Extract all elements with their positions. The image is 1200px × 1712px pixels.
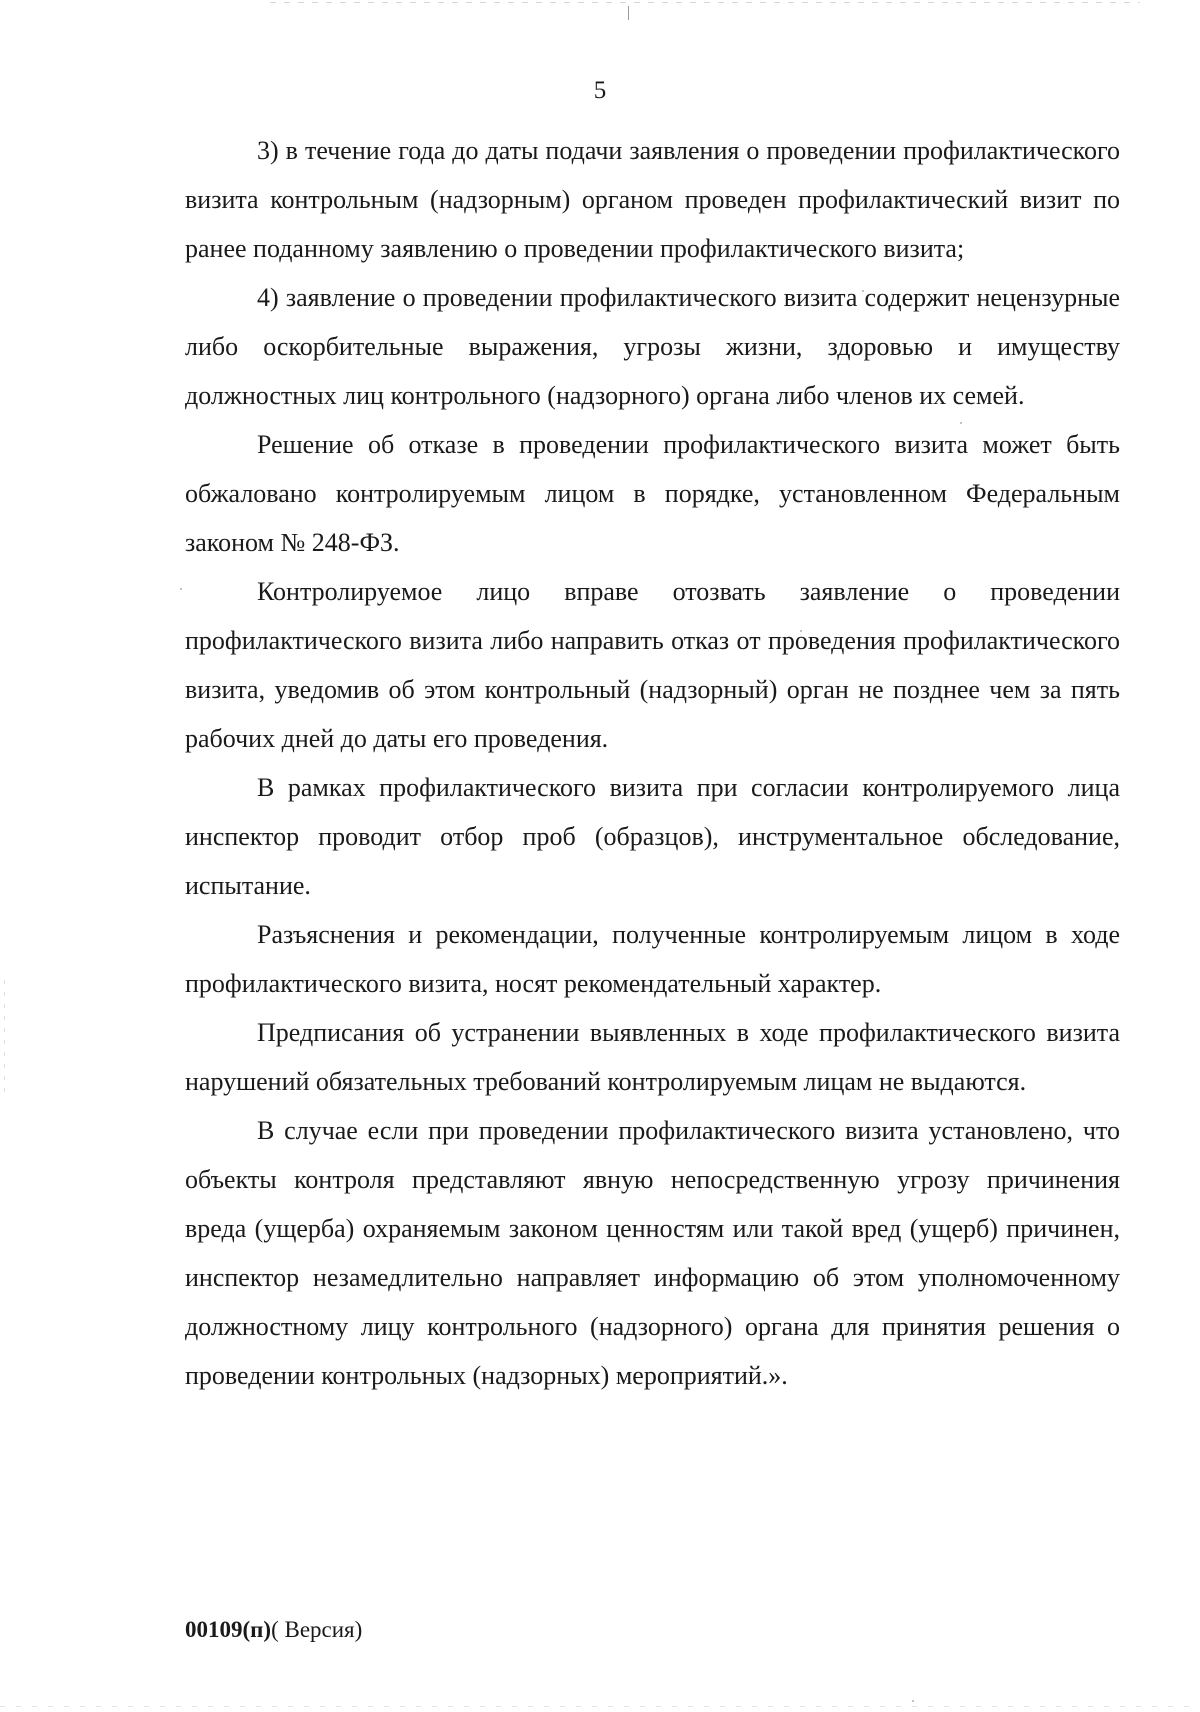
- scan-edge-bottom: [0, 1706, 1200, 1707]
- scan-edge-left: [4, 980, 5, 1100]
- paragraph-item-3: 3) в течение года до даты подачи заявления о проведении профилактического визита контрольным (надзорным) органом проведен профилактический визит по ранее поданному заявлению о проведении профилактического визита;: [185, 136, 1120, 263]
- paragraph-sampling: В рамках профилактического визита при согласии контролируемого лица инспектор проводит отбор проб (образцов), инструментальное обследование, испытание.: [185, 773, 1120, 900]
- scan-speck: [912, 1700, 914, 1702]
- document-code-version: ( Версия): [271, 1617, 363, 1642]
- scan-mark: [628, 6, 629, 20]
- page-number: 5: [593, 77, 607, 104]
- scan-edge-top: [270, 2, 1140, 3]
- document-code-number: 00109(п): [185, 1617, 272, 1642]
- paragraph-withdrawal: Контролируемое лицо вправе отозвать заявление о проведении профилактического визита либо направить отказ от проведения профилактического визита, уведомив об этом контрольный (надзорный) орган не позднее чем за пять рабочих дней до даты его проведения.: [185, 577, 1120, 753]
- paragraph-prescriptions: Предписания об устранении выявленных в ходе профилактического визита нарушений обязательных требований контролируемым лицам не выдаются.: [185, 1018, 1120, 1096]
- paragraph-item-4: 4) заявление о проведении профилактического визита содержит нецензурные либо оскорбительные выражения, угрозы жизни, здоровью и имуществу должностных лиц контрольного (надзорного) органа либо членов их семей.: [185, 283, 1120, 410]
- document-code: [185, 1616, 362, 1644]
- scan-speck: [180, 588, 182, 590]
- paragraph-threat: В случае если при проведении профилактического визита установлено, что объекты контроля представляют явную непосредственную угрозу причинения вреда (ущерба) охраняемым законом ценностям или такой вред (ущерб) причинен, инспектор незамедлительно направляет информацию об этом уполномоченному должностному лицу контрольного (надзорного) органа для принятия решения о проведении контрольных (надзорных) мероприятий.».: [185, 1116, 1120, 1390]
- document-body: [185, 126, 1120, 1400]
- paragraph-recommendations: Разъяснения и рекомендации, полученные контролируемым лицом в ходе профилактического визита, носят рекомендательный характер.: [185, 920, 1120, 998]
- paragraph-appeal: Решение об отказе в проведении профилактического визита может быть обжаловано контролируемым лицом в порядке, установленном Федеральным законом № 248-ФЗ.: [185, 430, 1120, 557]
